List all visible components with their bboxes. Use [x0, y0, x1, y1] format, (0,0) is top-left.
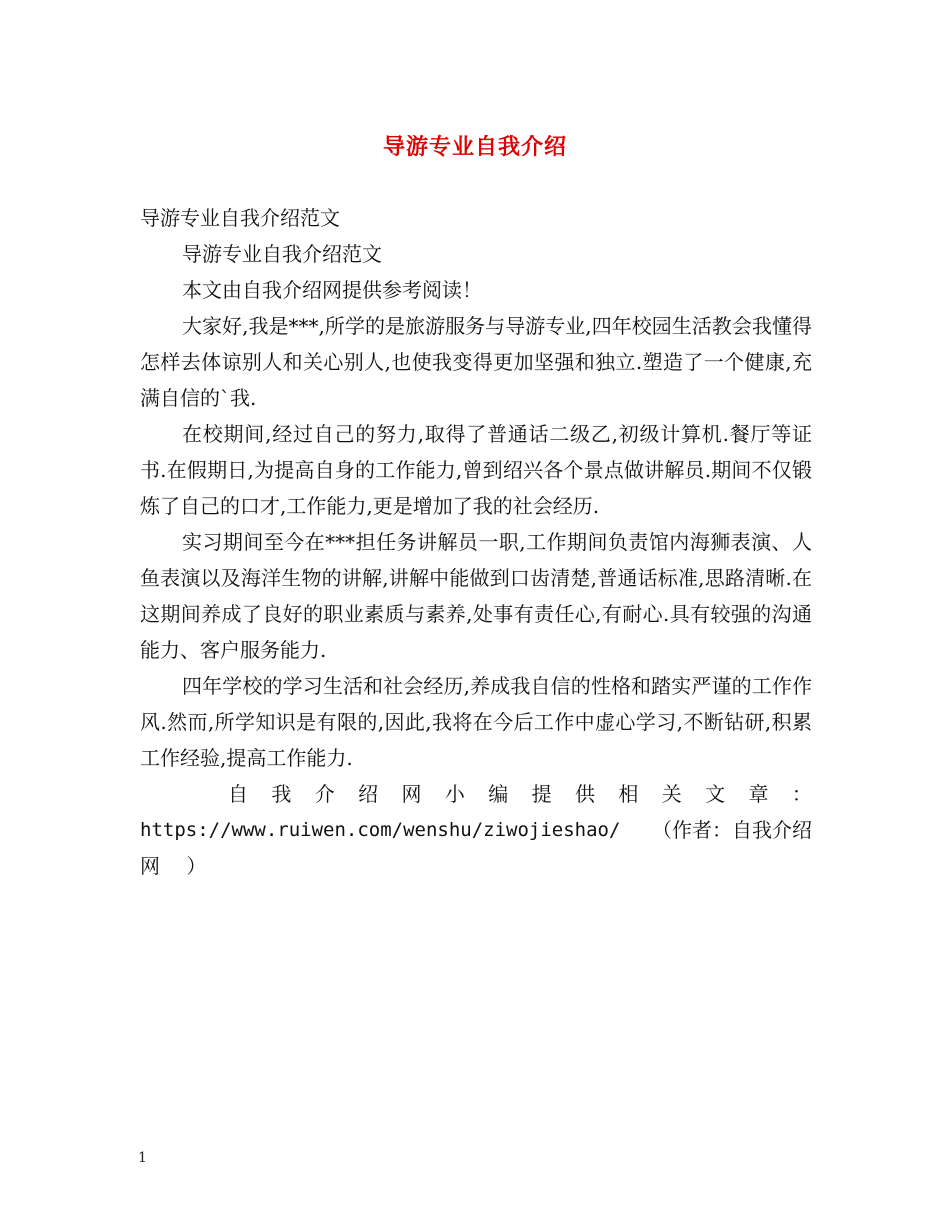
reference-label-char: 编 — [488, 782, 509, 806]
reference-url-line — [140, 812, 812, 848]
document-title: 导游专业自我介绍 — [382, 134, 567, 160]
page-number: 1 — [138, 1150, 147, 1166]
reference-label-char: 相 — [618, 782, 639, 806]
reference-label-char: 供 — [575, 782, 595, 806]
reference-label-char: 网 — [401, 782, 422, 806]
reference-block — [140, 776, 812, 884]
reference-label — [140, 776, 812, 812]
reference-label-char: 文 — [705, 782, 726, 806]
paragraph-1: 大家好,我是***,所学的是旅游服务与导游专业,四年校园生活教会我懂得怎样去体谅别人和关心别人,也使我变得更加坚强和独立.塑造了一个健康,充满自信的`我. — [140, 314, 812, 410]
reference-url[interactable]: https://www.ruiwen.com/wenshu/ziwojieshao/ — [140, 819, 621, 841]
reference-label-char: 关 — [661, 782, 682, 806]
reference-label-char: 介 — [314, 782, 335, 806]
paragraph-3: 实习期间至今在***担任务讲解员一职,工作期间负责馆内海狮表演、人鱼表演以及海洋生物的讲解,讲解中能做到口齿清楚,普通话标准,思路清晰.在这期间养成了良好的职业素质与素养,处事有责任心,有耐心.具有较强的沟通能力、客户服务能力. — [140, 530, 812, 662]
reference-label-char: 自 — [228, 782, 248, 806]
author-note: （作者：自我介绍 — [652, 818, 812, 842]
reference-label-char: 提 — [531, 782, 552, 806]
reference-label-char: ： — [791, 782, 812, 806]
reference-label-char: 小 — [444, 782, 465, 806]
paragraph-2: 在校期间,经过自己的努力,取得了普通话二级乙,初级计算机.餐厅等证书.在假期日,为提高自身的工作能力,曾到绍兴各个景点做讲解员.期间不仅锻炼了自己的口才,工作能力,更是增加了我的社会经历. — [140, 422, 812, 518]
intro-line: 本文由自我介绍网提供参考阅读！ — [182, 278, 482, 302]
subtitle-line: 导游专业自我介绍范文 — [140, 206, 340, 230]
subtitle-indented-line: 导游专业自我介绍范文 — [182, 242, 382, 266]
reference-label-char: 绍 — [358, 782, 379, 806]
paragraph-4: 四年学校的学习生活和社会经历,养成我自信的性格和踏实严谨的工作作风.然而,所学知识是有限的,因此,我将在今后工作中虚心学习,不断钻研,积累工作经验,提高工作能力. — [140, 674, 812, 770]
document-body — [140, 200, 812, 884]
reference-label-char: 章 — [748, 782, 769, 806]
author-note-end: 网 ） — [140, 854, 207, 878]
reference-label-char: 我 — [271, 782, 292, 806]
